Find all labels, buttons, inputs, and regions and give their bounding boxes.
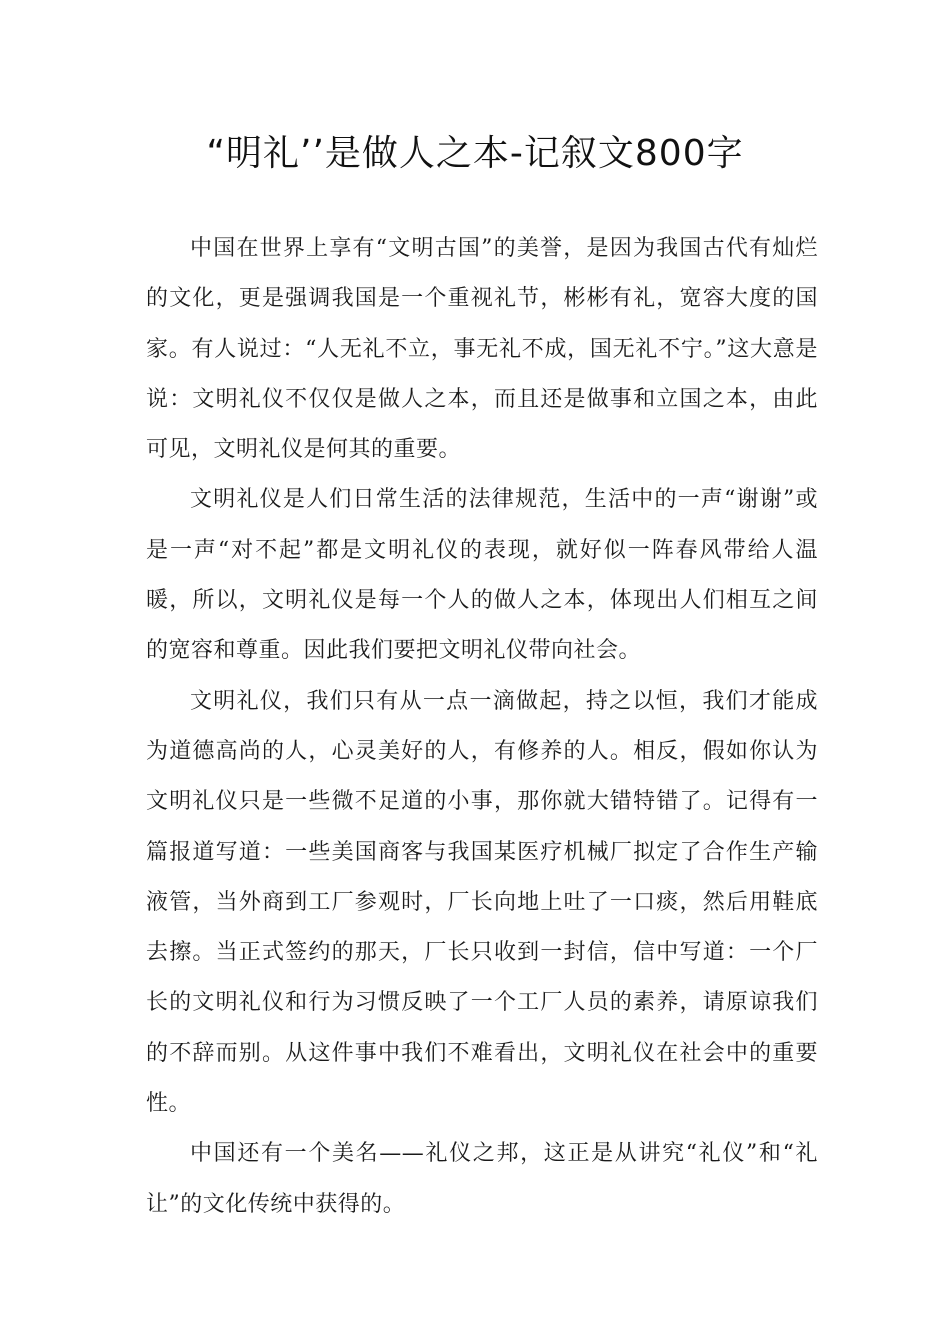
- paragraph-4: 中国还有一个美名——礼仪之邦，这正是从讲究“礼仪”和“礼让”的文化传统中获得的。: [146, 1141, 818, 1217]
- paragraph-3: 文明礼仪，我们只有从一点一滴做起，持之以恒，我们才能成为道德高尚的人，心灵美好的人，有修养的人。相反，假如你认为文明礼仪只是一些微不足道的小事，那你就大错特错了。记得有一篇报道写道：一些美国商客与我国某医疗机械厂拟定了合作生产输液管，当外商到工厂参观时，厂长向地上吐了一口痰，然后用鞋底去擦。当正式签约的那天，厂长只收到一封信，信中写道：一个厂长的文明礼仪和行为习惯反映了一个工厂人员的素养，请原谅我们的不辞而别。从这件事中我们不难看出，文明礼仪在社会中的重要性。: [146, 688, 818, 1117]
- paragraph-1: 中国在世界上享有“文明古国”的美誉，是因为我国古代有灿烂的文化，更是强调我国是一个重视礼节，彬彬有礼，宽容大度的国家。有人说过：“人无礼不立，事无礼不成，国无礼不宁。”这大意是说：文明礼仪不仅仅是做人之本，而且还是做事和立国之本，由此可见，文明礼仪是何其的重要。: [146, 236, 818, 463]
- document-title: “明礼’’是做人之本-记叙文800字: [206, 133, 744, 174]
- document-body: [146, 224, 818, 1230]
- paragraph-2: 文明礼仪是人们日常生活的法律规范，生活中的一声“谢谢”或是一声“对不起”都是文明礼仪的表现，就好似一阵春风带给人温暖，所以，文明礼仪是每一个人的做人之本，体现出人们相互之间的宽容和尊重。因此我们要把文明礼仪带向社会。: [146, 487, 818, 664]
